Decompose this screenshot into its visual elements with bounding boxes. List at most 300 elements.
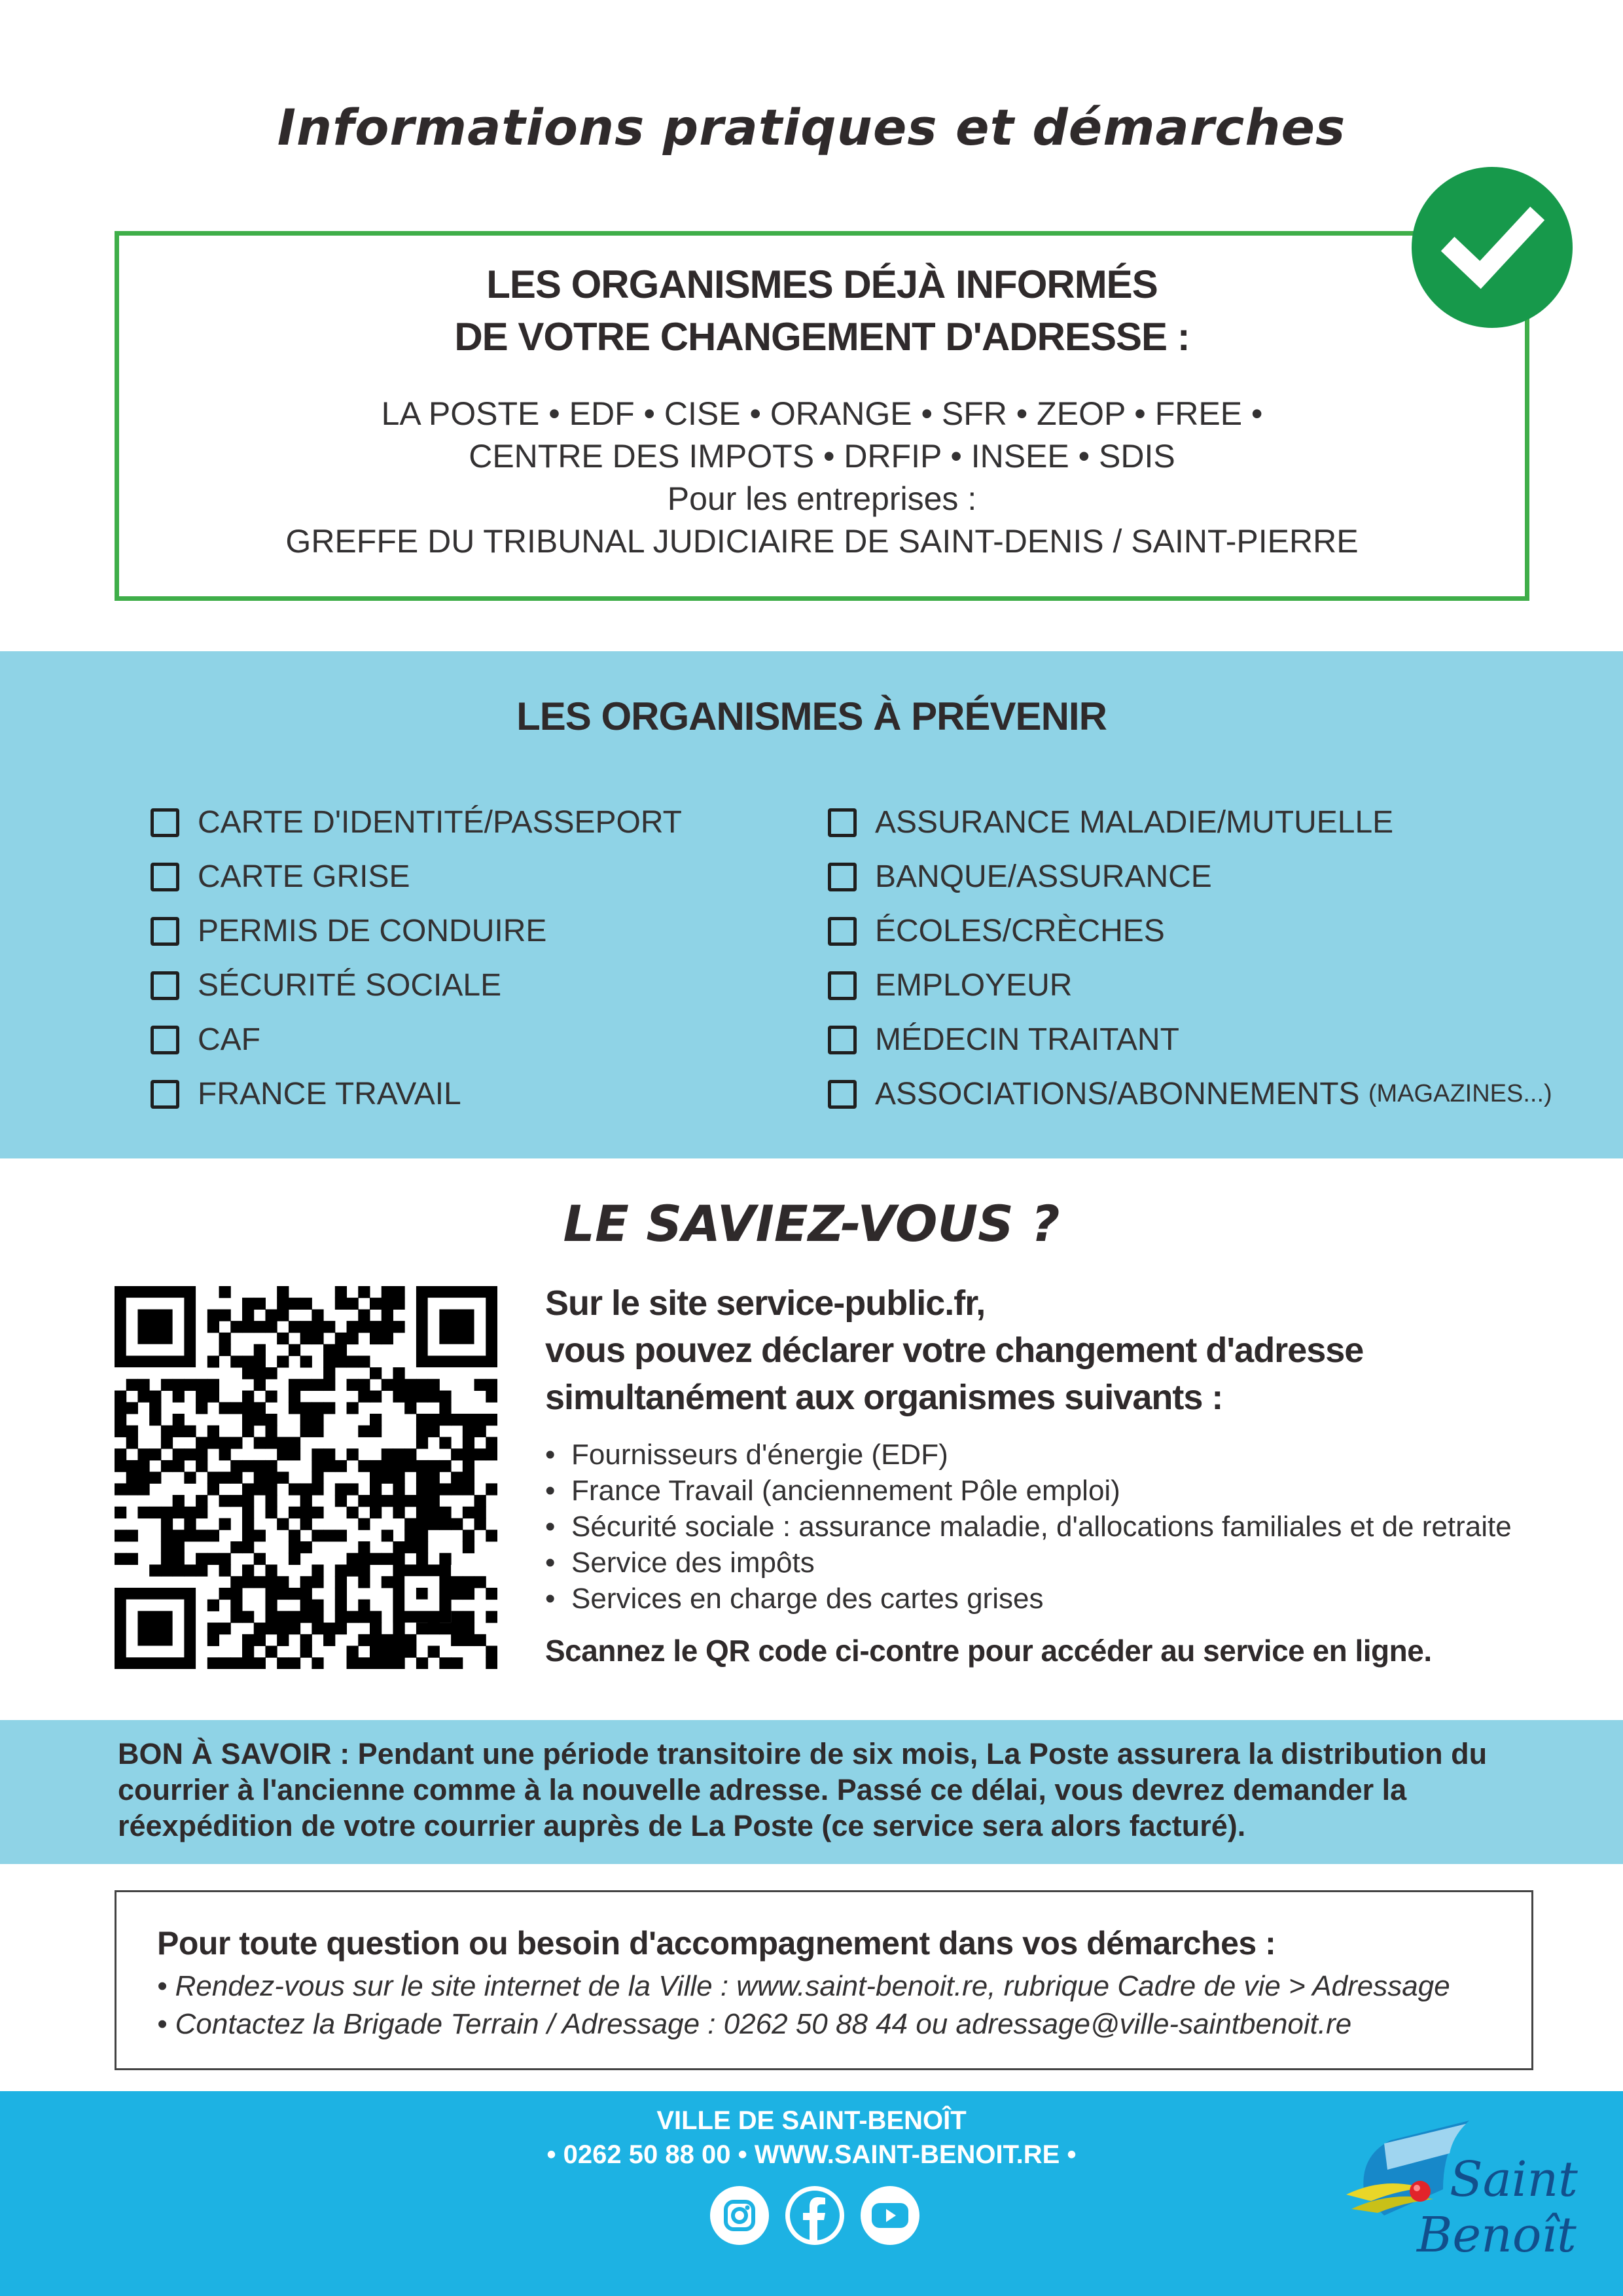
bon-a-savoir-line1: BON À SAVOIR : Pendant une période transitoire de six mois, La Poste assurera la distribution du (118, 1737, 1488, 1770)
qr-module (451, 1448, 463, 1460)
checklist-item[interactable] (151, 1067, 682, 1121)
logo-text-benoit: Benoît (1417, 2207, 1577, 2263)
list-item-text: Sécurité sociale : assurance maladie, d'allocations familiales et de retraite (571, 1511, 1512, 1543)
qr-module (277, 1623, 289, 1634)
qr-module (161, 1379, 173, 1391)
qr-module (242, 1507, 254, 1518)
qr-module (335, 1298, 347, 1310)
qr-module (370, 1553, 382, 1565)
qr-module (277, 1298, 289, 1310)
qr-module (416, 1541, 428, 1553)
checkbox[interactable] (151, 1080, 179, 1109)
qr-module (416, 1426, 428, 1437)
qr-module (358, 1355, 370, 1367)
prevenir-right-column (828, 795, 1552, 1121)
qr-module (219, 1657, 231, 1669)
qr-module (382, 1298, 393, 1310)
qr-module (265, 1495, 277, 1507)
qr-module (451, 1623, 463, 1634)
qr-module (184, 1530, 196, 1541)
qr-module (323, 1530, 335, 1541)
qr-module (335, 1333, 347, 1344)
qr-module (207, 1379, 219, 1391)
qr-module (416, 1414, 428, 1426)
qr-module (300, 1321, 312, 1333)
checklist-item[interactable] (151, 958, 682, 1013)
qr-module (242, 1321, 254, 1333)
qr-module (219, 1623, 231, 1634)
qr-module (358, 1634, 370, 1646)
qr-module (335, 1564, 347, 1576)
qr-module (312, 1530, 323, 1541)
qr-module (289, 1657, 300, 1669)
bon-a-savoir-line3: réexpédition de votre courrier auprès de La Poste (ce service sera alors facturé). (118, 1809, 1246, 1842)
qr-module (300, 1426, 312, 1437)
qr-module (404, 1402, 416, 1414)
qr-module (486, 1437, 497, 1448)
qr-module (219, 1588, 231, 1600)
checklist-item[interactable] (151, 795, 682, 850)
qr-module (393, 1448, 404, 1460)
qr-module (265, 1611, 277, 1623)
qr-module (358, 1657, 370, 1669)
qr-module (149, 1414, 161, 1426)
qr-module (149, 1448, 161, 1460)
qr-module (289, 1391, 300, 1403)
qr-module (358, 1391, 370, 1403)
qr-module (300, 1634, 312, 1646)
checkbox[interactable] (151, 863, 179, 891)
qr-module (265, 1600, 277, 1611)
qr-module (242, 1414, 254, 1426)
qr-module (393, 1472, 404, 1484)
qr-module (347, 1646, 359, 1658)
qr-module (382, 1576, 393, 1588)
qr-module (370, 1657, 382, 1669)
qr-module (358, 1460, 370, 1472)
qr-module (312, 1426, 323, 1437)
qr-module (428, 1495, 440, 1507)
qr-module (161, 1530, 173, 1541)
qr-module (404, 1460, 416, 1472)
checklist-item[interactable] (151, 850, 682, 904)
qr-module (347, 1448, 359, 1460)
qr-module (474, 1495, 486, 1507)
qr-module (474, 1576, 486, 1588)
qr-module (126, 1553, 138, 1565)
qr-module (358, 1309, 370, 1321)
qr-module (358, 1379, 370, 1391)
list-item (545, 1437, 1566, 1473)
qr-module (265, 1460, 277, 1472)
list-item-text: Fournisseurs d'énergie (EDF) (571, 1439, 948, 1471)
qr-module (277, 1309, 289, 1321)
qr-module (463, 1483, 474, 1495)
qr-module (161, 1541, 173, 1553)
qr-module (277, 1518, 289, 1530)
qr-module (323, 1460, 335, 1472)
qr-module (404, 1634, 416, 1646)
checklist-item[interactable] (151, 1013, 682, 1067)
qr-module (358, 1426, 370, 1437)
qr-module (463, 1530, 474, 1541)
qr-module (265, 1564, 277, 1576)
qr-module (393, 1460, 404, 1472)
qr-module (335, 1460, 347, 1472)
informed-heading (115, 259, 1529, 363)
qr-module (393, 1657, 404, 1669)
qr-module (370, 1367, 382, 1379)
checkbox[interactable] (151, 917, 179, 946)
qr-module (300, 1495, 312, 1507)
qr-module (242, 1426, 254, 1437)
qr-module (382, 1286, 393, 1298)
youtube-link[interactable] (861, 2186, 919, 2245)
qr-module (312, 1611, 323, 1623)
qr-module (335, 1530, 347, 1541)
qr-module (428, 1460, 440, 1472)
qr-module (393, 1553, 404, 1565)
informed-heading-line2: DE VOTRE CHANGEMENT D'ADRESSE : (454, 315, 1190, 359)
qr-module (312, 1507, 323, 1518)
checkbox[interactable] (828, 917, 857, 946)
list-item (545, 1545, 1566, 1581)
qr-module (196, 1460, 207, 1472)
qr-module (137, 1472, 149, 1484)
qr-module (323, 1402, 335, 1414)
informed-line2: CENTRE DES IMPOTS • DRFIP • INSEE • SDIS (469, 438, 1175, 475)
checklist-item[interactable] (828, 1013, 1552, 1067)
bon-a-savoir-text (118, 1736, 1525, 1844)
scan-instruction: Scannez le QR code ci-contre pour accéder au service en ligne. (545, 1634, 1432, 1668)
qr-module (323, 1321, 335, 1333)
page-title: Informations pratiques et démarches (277, 98, 1346, 156)
qr-module (265, 1588, 277, 1600)
qr-module (289, 1541, 300, 1553)
checklist-label: MÉDECIN TRAITANT (875, 1022, 1179, 1057)
qr-module (242, 1564, 254, 1576)
qr-module (265, 1507, 277, 1518)
qr-module (219, 1553, 231, 1565)
qr-module (393, 1507, 404, 1518)
checklist-item[interactable] (828, 850, 1552, 904)
qr-module (404, 1530, 416, 1541)
qr-module (173, 1391, 185, 1403)
qr-module (265, 1646, 277, 1658)
qr-module (335, 1495, 347, 1507)
qr-module (451, 1414, 463, 1426)
checkbox[interactable] (828, 1080, 857, 1109)
checkbox[interactable] (828, 863, 857, 891)
qr-module (312, 1657, 323, 1669)
qr-module (161, 1426, 173, 1437)
qr-module (300, 1379, 312, 1391)
qr-module (173, 1541, 185, 1553)
qr-module (242, 1646, 254, 1658)
qr-module (370, 1298, 382, 1310)
qr-code[interactable] (115, 1286, 497, 1669)
qr-module (416, 1530, 428, 1541)
qr-module (149, 1402, 161, 1414)
instagram-link[interactable] (710, 2186, 769, 2245)
checklist-item[interactable] (151, 904, 682, 958)
qr-module (115, 1448, 126, 1460)
qr-module (242, 1530, 254, 1541)
checkbox[interactable] (151, 808, 179, 837)
qr-module (474, 1448, 486, 1460)
qr-module (207, 1657, 219, 1669)
qr-module (242, 1576, 254, 1588)
qr-module (265, 1321, 277, 1333)
qr-module (242, 1518, 254, 1530)
qr-module (173, 1495, 185, 1507)
qr-module (416, 1483, 428, 1495)
qr-module (173, 1414, 185, 1426)
facebook-link[interactable] (785, 2186, 844, 2245)
qr-module (439, 1507, 451, 1518)
checklist-label: ÉCOLES/CRÈCHES (875, 914, 1165, 948)
qr-module (277, 1611, 289, 1623)
saviez-list (545, 1437, 1566, 1617)
qr-module (242, 1495, 254, 1507)
logo-text-saint: Saint (1450, 2151, 1578, 2208)
qr-module (254, 1657, 266, 1669)
qr-module (196, 1391, 207, 1403)
qr-module (474, 1379, 486, 1391)
qr-module (207, 1309, 219, 1321)
qr-module (265, 1309, 277, 1321)
qr-module (184, 1448, 196, 1460)
qr-module (289, 1321, 300, 1333)
checkbox[interactable] (828, 808, 857, 837)
qr-module (265, 1437, 277, 1448)
qr-module (393, 1541, 404, 1553)
qr-module (312, 1379, 323, 1391)
qr-module (428, 1507, 440, 1518)
qr-module (463, 1623, 474, 1634)
qr-module (370, 1495, 382, 1507)
qr-module (265, 1367, 277, 1379)
qr-module (393, 1391, 404, 1403)
qr-module (137, 1448, 149, 1460)
qr-module (300, 1576, 312, 1588)
qr-module (289, 1507, 300, 1518)
qr-module (196, 1530, 207, 1541)
qr-module (416, 1588, 428, 1600)
qr-module (347, 1657, 359, 1669)
checklist-label: FRANCE TRAVAIL (198, 1077, 461, 1111)
qr-module (207, 1426, 219, 1437)
checklist-label: PERMIS DE CONDUIRE (198, 914, 547, 948)
qr-module (451, 1483, 463, 1495)
qr-module (382, 1657, 393, 1669)
qr-module (254, 1298, 266, 1310)
qr-module (451, 1588, 463, 1600)
qr-module (149, 1391, 161, 1403)
qr-module (277, 1437, 289, 1448)
qr-module (173, 1379, 185, 1391)
qr-module (242, 1298, 254, 1310)
qr-module (370, 1634, 382, 1646)
qr-module (242, 1611, 254, 1623)
qr-module (242, 1541, 254, 1553)
qr-module (323, 1623, 335, 1634)
qr-module (347, 1483, 359, 1495)
qr-module (277, 1657, 289, 1669)
qr-module (393, 1298, 404, 1310)
qr-module (335, 1355, 347, 1367)
qr-module (242, 1402, 254, 1414)
qr-module (161, 1553, 173, 1565)
qr-module (416, 1437, 428, 1448)
qr-module (126, 1530, 138, 1541)
saviez-title: LE SAVIEZ-VOUS ? (563, 1194, 1060, 1253)
qr-module (382, 1321, 393, 1333)
qr-module (137, 1611, 172, 1645)
qr-module (207, 1553, 219, 1565)
checkbox[interactable] (828, 1026, 857, 1054)
qr-module (428, 1379, 440, 1391)
checklist-item[interactable] (828, 795, 1552, 850)
list-item (545, 1509, 1566, 1545)
qr-module (358, 1541, 370, 1553)
bullet: • (545, 1583, 556, 1615)
qr-module (416, 1391, 428, 1403)
qr-module (428, 1426, 440, 1437)
qr-module (219, 1518, 231, 1530)
qr-module (393, 1321, 404, 1333)
qr-module (115, 1402, 126, 1414)
qr-module (196, 1448, 207, 1460)
qr-module (323, 1344, 335, 1356)
qr-module (173, 1507, 185, 1518)
bullet: • (545, 1475, 556, 1507)
qr-module (393, 1623, 404, 1634)
qr-module (416, 1507, 428, 1518)
qr-module (149, 1564, 161, 1576)
qr-module (196, 1553, 207, 1565)
qr-module (115, 1507, 126, 1518)
qr-module (451, 1518, 463, 1530)
qr-module (230, 1402, 242, 1414)
qr-module (393, 1646, 404, 1658)
qr-module (173, 1426, 185, 1437)
qr-module (115, 1391, 126, 1403)
qr-module (230, 1437, 242, 1448)
qr-module (219, 1564, 231, 1576)
qr-module (474, 1414, 486, 1426)
qr-module (265, 1472, 277, 1484)
qr-module (393, 1634, 404, 1646)
qr-module (358, 1600, 370, 1611)
qr-module (300, 1483, 312, 1495)
qr-module (277, 1355, 289, 1367)
qr-module (428, 1623, 440, 1634)
qr-module (323, 1355, 335, 1367)
qr-module (184, 1472, 196, 1484)
qr-module (265, 1414, 277, 1426)
qr-module (358, 1495, 370, 1507)
qr-module (289, 1588, 300, 1600)
checklist-label: CAF (198, 1022, 260, 1057)
qr-module (451, 1657, 463, 1669)
qr-module (323, 1448, 335, 1460)
qr-module (230, 1355, 242, 1367)
checklist-item[interactable] (828, 904, 1552, 958)
qr-module (347, 1379, 359, 1391)
bullet: • (545, 1547, 556, 1579)
qr-module (335, 1600, 347, 1611)
qr-module (474, 1634, 486, 1646)
qr-module (323, 1367, 335, 1379)
qr-module (439, 1483, 451, 1495)
qr-module (254, 1460, 266, 1472)
qr-module (323, 1379, 335, 1391)
qr-module (126, 1379, 138, 1391)
checkbox[interactable] (828, 971, 857, 1000)
qr-module (196, 1507, 207, 1518)
qr-module (219, 1472, 231, 1484)
qr-module (207, 1321, 219, 1333)
qr-module (289, 1611, 300, 1623)
contact-phone-line: • Contactez la Brigade Terrain / Adressage : 0262 50 88 44 ou adressage@ville-saintbenoit.re (157, 2008, 1352, 2040)
qr-module (300, 1588, 312, 1600)
checkbox[interactable] (151, 1026, 179, 1054)
qr-module (173, 1448, 185, 1460)
checklist-item[interactable] (828, 1067, 1552, 1121)
qr-module (289, 1402, 300, 1414)
qr-module (382, 1634, 393, 1646)
qr-module (404, 1541, 416, 1553)
qr-module (277, 1472, 289, 1484)
qr-module (404, 1495, 416, 1507)
qr-module (370, 1483, 382, 1495)
qr-module (207, 1483, 219, 1495)
qr-module (173, 1553, 185, 1565)
qr-module (463, 1588, 474, 1600)
qr-module (207, 1623, 219, 1634)
informed-line3: Pour les entreprises : (667, 480, 977, 517)
qr-module (335, 1588, 347, 1600)
qr-module (370, 1460, 382, 1472)
contact-heading: Pour toute question ou besoin d'accompagnement dans vos démarches : (157, 1925, 1276, 1962)
qr-module (230, 1460, 242, 1472)
qr-module (242, 1391, 254, 1403)
qr-module (347, 1402, 359, 1414)
qr-module (404, 1391, 416, 1403)
qr-module (115, 1553, 126, 1565)
qr-module (161, 1460, 173, 1472)
qr-module (428, 1472, 440, 1484)
qr-module (184, 1518, 196, 1530)
qr-module (416, 1623, 428, 1634)
checklist-item[interactable] (828, 958, 1552, 1013)
qr-module (358, 1564, 370, 1576)
qr-module (207, 1437, 219, 1448)
qr-module (404, 1518, 416, 1530)
qr-module (439, 1518, 451, 1530)
qr-module (439, 1402, 451, 1414)
checkbox[interactable] (151, 971, 179, 1000)
qr-module (451, 1634, 463, 1646)
qr-module (137, 1309, 172, 1344)
qr-module (254, 1472, 266, 1484)
qr-module (265, 1623, 277, 1634)
qr-module (289, 1623, 300, 1634)
prevenir-title: LES ORGANISMES À PRÉVENIR (516, 694, 1107, 738)
checklist-label: ASSURANCE MALADIE/MUTUELLE (875, 805, 1394, 840)
list-item-text: Services en charge des cartes grises (571, 1583, 1044, 1615)
